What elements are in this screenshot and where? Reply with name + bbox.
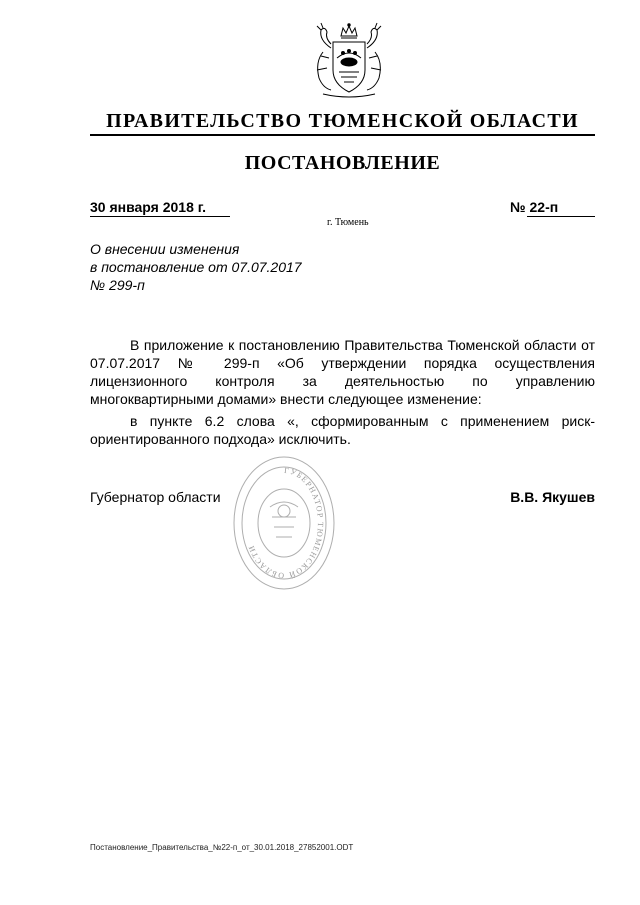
title-divider: [90, 134, 595, 136]
number-underline: [527, 216, 595, 217]
city-label: г. Тюмень: [327, 217, 369, 228]
organization-title: ПРАВИТЕЛЬСТВО ТЮМЕНСКОЙ ОБЛАСТИ: [106, 110, 579, 132]
signatory-name: В.В. Якушев: [510, 489, 595, 505]
body-paragraph: в пункте 6.2 слова «, сформированным с применением риск-ориентированного подхода» исключить.: [90, 413, 595, 447]
signatory-position: Губернатор области: [90, 489, 221, 505]
date-underline: [90, 216, 230, 217]
document-body: [90, 336, 595, 448]
document-subject: [90, 240, 302, 294]
subject-line: № 299-п: [90, 277, 145, 293]
coat-of-arms-emblem: [307, 22, 391, 98]
official-stamp: [232, 455, 336, 591]
document-type: ПОСТАНОВЛЕНИЕ: [244, 152, 441, 174]
stamp-text: ГУБЕРНАТОР ТЮМЕНСКОЙ ОБЛАСТИ: [246, 465, 326, 581]
subject-line: О внесении изменения: [90, 241, 240, 257]
document-number: № 22-п: [510, 199, 559, 215]
subject-line: в постановление от 07.07.2017: [90, 259, 302, 275]
body-paragraph: В приложение к постановлению Правительства Тюменской области от 07.07.2017 № 299-п «Об утверждении порядка осуществления лицензионного контроля за деятельностью по управлению многоквартирными домами» внести следующее изменение:: [90, 337, 595, 407]
footer-filename: Постановление_Правительства_№22-п_от_30.01.2018_27852001.ODT: [90, 843, 354, 852]
document-date: 30 января 2018 г.: [90, 199, 207, 215]
